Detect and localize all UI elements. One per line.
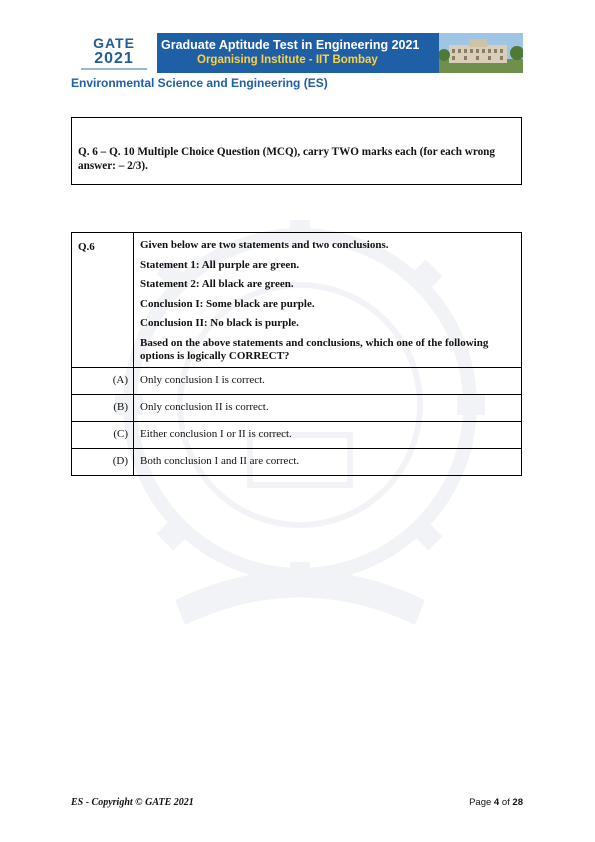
paper-subject-title: Environmental Science and Engineering (ES)	[71, 76, 328, 90]
option-text: Both conclusion I and II are correct.	[134, 448, 522, 475]
option-text: Either conclusion I or II is correct.	[134, 421, 522, 448]
question-table	[71, 232, 522, 476]
page-current: 4	[493, 797, 500, 808]
option-row-d	[72, 448, 522, 475]
page-total: 28	[512, 797, 523, 808]
question-number: Q.6	[72, 233, 134, 368]
question-line: Statement 1: All purple are green.	[140, 258, 300, 271]
option-letter: (C)	[72, 421, 134, 448]
option-letter: (D)	[72, 448, 134, 475]
question-line: Given below are two statements and two conclusions.	[140, 239, 389, 251]
option-text: Only conclusion I is correct.	[134, 367, 522, 394]
question-line: Based on the above statements and conclusions, which one of the following options is logically CORRECT?	[140, 336, 489, 362]
option-row-a	[72, 367, 522, 394]
gate-header-banner	[71, 33, 523, 73]
footer-page-number	[469, 797, 523, 808]
header-title: Graduate Aptitude Test in Engineering 2021	[161, 38, 420, 52]
question-row	[72, 233, 522, 368]
section-instruction-text: Q. 6 – Q. 10 Multiple Choice Question (MCQ), carry TWO marks each (for each wrong answer: – 2/3).	[78, 146, 496, 172]
logo-underline	[81, 68, 147, 70]
gate-2021-logo	[71, 33, 157, 73]
page-prefix: Page	[469, 797, 494, 808]
header-subtitle: Organising Institute - IIT Bombay	[197, 54, 378, 66]
option-letter: (A)	[72, 367, 134, 394]
question-line: Conclusion II: No black is purple.	[140, 317, 299, 329]
option-row-c	[72, 421, 522, 448]
page-of: of	[499, 797, 513, 808]
question-line: Statement 2: All black are green.	[140, 278, 294, 290]
header-title-band	[157, 33, 523, 73]
question-body	[134, 233, 522, 368]
logo-top-text: GATE	[93, 35, 135, 51]
option-row-b	[72, 394, 522, 421]
section-instruction-box	[71, 117, 522, 185]
question-line: Conclusion I: Some black are purple.	[140, 297, 315, 310]
option-letter: (B)	[72, 394, 134, 421]
institute-building-photo	[439, 33, 523, 73]
option-text: Only conclusion II is correct.	[134, 394, 522, 421]
logo-bottom-text: 2021	[94, 50, 134, 67]
footer-copyright: ES - Copyright © GATE 2021	[71, 797, 194, 808]
